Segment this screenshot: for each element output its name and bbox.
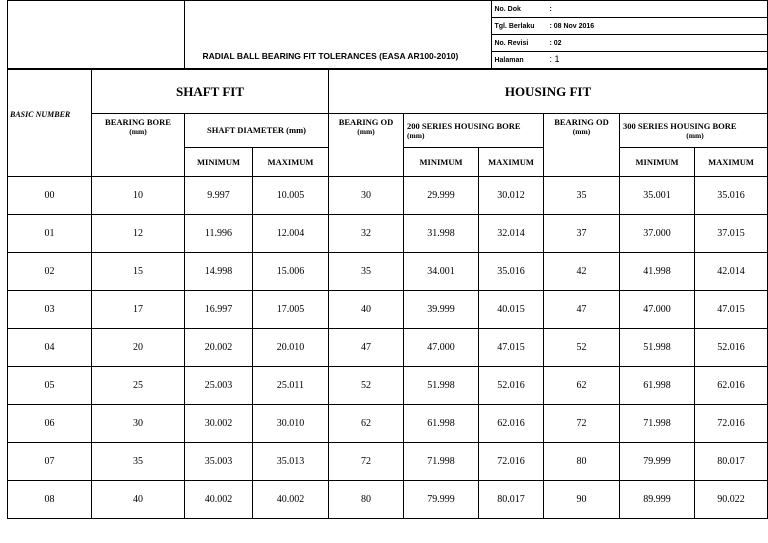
bearing-od-header-2: BEARING OD (mm) (544, 114, 620, 177)
shaft-max-cell: 25.011 (253, 367, 329, 405)
bearing-od-header-1: BEARING OD (mm) (329, 114, 404, 177)
bearing-od-300-cell: 37 (544, 215, 620, 253)
series300-min-cell: 51.998 (620, 329, 695, 367)
table-row (8, 367, 768, 405)
basic-number-cell: 02 (8, 253, 92, 291)
meta-effective-date: Tgl. Berlaku : 08 Nov 2016 (492, 18, 768, 35)
series200-min-cell: 79.999 (404, 481, 479, 519)
series200-max-cell: 52.016 (479, 367, 544, 405)
series200-max-cell: 80.017 (479, 481, 544, 519)
shaft-min-cell: 25.003 (185, 367, 253, 405)
shaft-max-cell: 20.010 (253, 329, 329, 367)
series200-min-cell: 47.000 (404, 329, 479, 367)
bearing-bore-cell: 35 (92, 443, 185, 481)
series300-min-cell: 47.000 (620, 291, 695, 329)
table-row (8, 177, 768, 215)
basic-number-cell: 01 (8, 215, 92, 253)
basic-number-header: BASIC NUMBER (8, 70, 92, 177)
bearing-od-200-cell: 35 (329, 253, 404, 291)
series200-min-cell: 61.998 (404, 405, 479, 443)
shaft-max-header: MAXIMUM (253, 148, 329, 177)
shaft-min-cell: 9.997 (185, 177, 253, 215)
header-blank-cell (8, 1, 185, 69)
series200-min-cell: 29.999 (404, 177, 479, 215)
bearing-od-200-cell: 72 (329, 443, 404, 481)
series200-min-cell: 39.999 (404, 291, 479, 329)
housing-fit-header: HOUSING FIT (329, 70, 768, 114)
table-row (8, 481, 768, 519)
bearing-od-300-cell: 72 (544, 405, 620, 443)
document-sheet (7, 0, 768, 519)
shaft-min-cell: 20.002 (185, 329, 253, 367)
shaft-max-cell: 35.013 (253, 443, 329, 481)
series300-min-cell: 89.999 (620, 481, 695, 519)
table-row (8, 329, 768, 367)
bearing-od-200-cell: 62 (329, 405, 404, 443)
series300-max-cell: 52.016 (695, 329, 768, 367)
shaft-max-cell: 12.004 (253, 215, 329, 253)
bearing-bore-cell: 20 (92, 329, 185, 367)
series200-max-cell: 47.015 (479, 329, 544, 367)
bearing-bore-cell: 15 (92, 253, 185, 291)
bearing-od-300-cell: 52 (544, 329, 620, 367)
shaft-max-cell: 40.002 (253, 481, 329, 519)
series300-max-cell: 37.015 (695, 215, 768, 253)
bearing-bore-cell: 12 (92, 215, 185, 253)
series300-housing-bore-header: 300 SERIES HOUSING BORE (mm) (620, 114, 768, 148)
series200-max-cell: 62.016 (479, 405, 544, 443)
series200-max-cell: 35.016 (479, 253, 544, 291)
series200-min-header: MINIMUM (404, 148, 479, 177)
shaft-min-cell: 14.998 (185, 253, 253, 291)
bearing-od-200-cell: 47 (329, 329, 404, 367)
fit-tolerance-table (7, 69, 768, 519)
bearing-bore-cell: 25 (92, 367, 185, 405)
shaft-min-cell: 35.003 (185, 443, 253, 481)
basic-number-cell: 03 (8, 291, 92, 329)
shaft-max-cell: 30.010 (253, 405, 329, 443)
table-row (8, 443, 768, 481)
series200-min-cell: 34.001 (404, 253, 479, 291)
bearing-bore-cell: 17 (92, 291, 185, 329)
series300-max-cell: 42.014 (695, 253, 768, 291)
bearing-od-300-cell: 35 (544, 177, 620, 215)
meta-doc-no: No. Dok : (492, 1, 768, 18)
basic-number-cell: 04 (8, 329, 92, 367)
series200-min-cell: 71.998 (404, 443, 479, 481)
basic-number-cell: 05 (8, 367, 92, 405)
series300-max-cell: 72.016 (695, 405, 768, 443)
shaft-diameter-header: SHAFT DIAMETER (mm) (185, 114, 329, 148)
bearing-od-200-cell: 30 (329, 177, 404, 215)
table-row (8, 253, 768, 291)
series300-min-header: MINIMUM (620, 148, 695, 177)
table-row (8, 405, 768, 443)
shaft-max-cell: 15.006 (253, 253, 329, 291)
shaft-min-cell: 16.997 (185, 291, 253, 329)
shaft-min-cell: 40.002 (185, 481, 253, 519)
series300-max-header: MAXIMUM (695, 148, 768, 177)
series200-min-cell: 51.998 (404, 367, 479, 405)
bearing-bore-cell: 40 (92, 481, 185, 519)
bearing-od-300-cell: 80 (544, 443, 620, 481)
shaft-min-cell: 11.996 (185, 215, 253, 253)
bearing-od-300-cell: 62 (544, 367, 620, 405)
document-title: RADIAL BALL BEARING FIT TOLERANCES (EASA AR100-2010) (184, 1, 492, 69)
series300-max-cell: 80.017 (695, 443, 768, 481)
series200-housing-bore-header: 200 SERIES HOUSING BORE (mm) (404, 114, 544, 148)
series200-max-cell: 32.014 (479, 215, 544, 253)
table-row (8, 215, 768, 253)
series300-max-cell: 62.016 (695, 367, 768, 405)
bearing-od-300-cell: 47 (544, 291, 620, 329)
series300-max-cell: 47.015 (695, 291, 768, 329)
series300-min-cell: 71.998 (620, 405, 695, 443)
document-header (7, 0, 768, 69)
series300-min-cell: 61.998 (620, 367, 695, 405)
bearing-od-300-cell: 90 (544, 481, 620, 519)
shaft-fit-header: SHAFT FIT (92, 70, 329, 114)
bearing-od-300-cell: 42 (544, 253, 620, 291)
series300-min-cell: 41.998 (620, 253, 695, 291)
series200-max-cell: 72.016 (479, 443, 544, 481)
basic-number-cell: 07 (8, 443, 92, 481)
basic-number-cell: 00 (8, 177, 92, 215)
series300-max-cell: 35.016 (695, 177, 768, 215)
series300-min-cell: 37.000 (620, 215, 695, 253)
shaft-min-cell: 30.002 (185, 405, 253, 443)
bearing-od-200-cell: 80 (329, 481, 404, 519)
bearing-bore-cell: 30 (92, 405, 185, 443)
table-row (8, 291, 768, 329)
series200-min-cell: 31.998 (404, 215, 479, 253)
series300-max-cell: 90.022 (695, 481, 768, 519)
basic-number-cell: 06 (8, 405, 92, 443)
basic-number-cell: 08 (8, 481, 92, 519)
series300-min-cell: 79.999 (620, 443, 695, 481)
table-body (8, 177, 768, 519)
bearing-od-200-cell: 52 (329, 367, 404, 405)
shaft-max-cell: 17.005 (253, 291, 329, 329)
series300-min-cell: 35.001 (620, 177, 695, 215)
bearing-od-200-cell: 32 (329, 215, 404, 253)
bearing-bore-header: BEARING BORE (mm) (92, 114, 185, 177)
meta-page: Halaman : 1 (492, 52, 768, 69)
bearing-od-200-cell: 40 (329, 291, 404, 329)
series200-max-cell: 40.015 (479, 291, 544, 329)
shaft-min-header: MINIMUM (185, 148, 253, 177)
shaft-max-cell: 10.005 (253, 177, 329, 215)
bearing-bore-cell: 10 (92, 177, 185, 215)
meta-revision: No. Revisi : 02 (492, 35, 768, 52)
series200-max-cell: 30.012 (479, 177, 544, 215)
series200-max-header: MAXIMUM (479, 148, 544, 177)
